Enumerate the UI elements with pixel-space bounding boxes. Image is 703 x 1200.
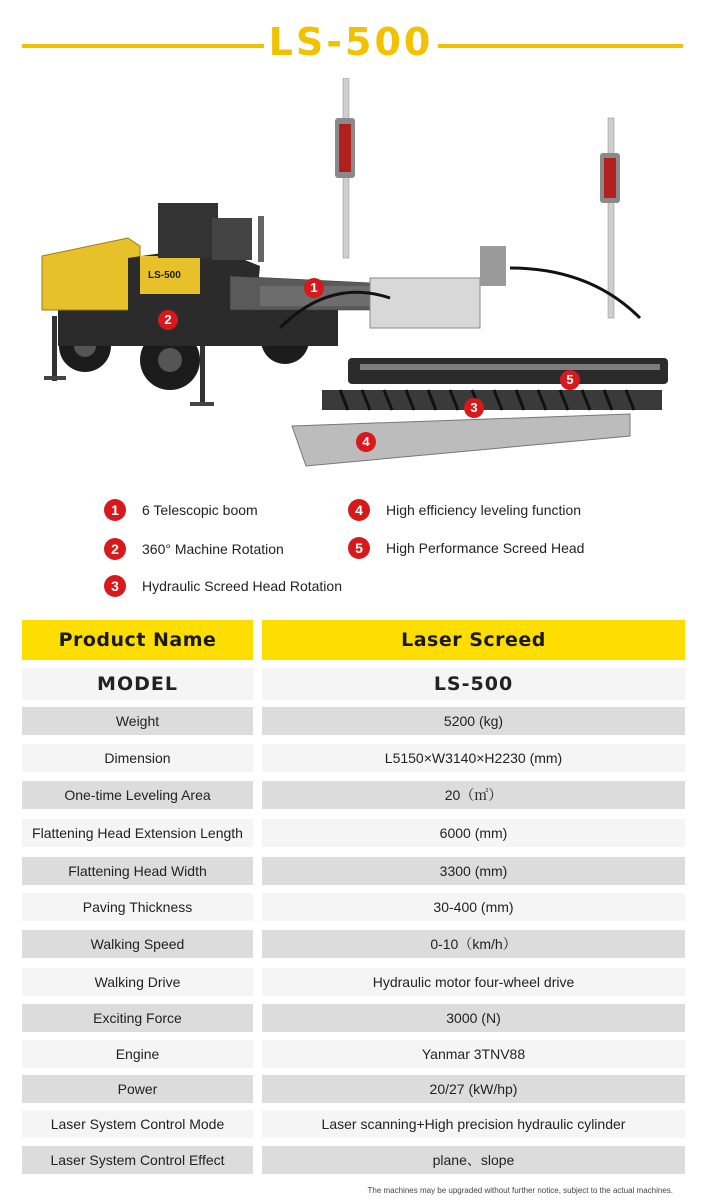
marker-1: 1 (304, 278, 324, 298)
marker-2: 2 (158, 310, 178, 330)
feature-label-2: 360° Machine Rotation (142, 541, 284, 557)
feature-item-2 (104, 537, 284, 561)
footnote: The machines may be upgraded without further notice, subject to the actual machines. (367, 1186, 673, 1195)
feature-item-1 (104, 498, 258, 522)
spec-value: 3300 (mm) (262, 857, 685, 885)
spec-label: Laser System Control Effect (22, 1146, 253, 1174)
svg-text:LS-500: LS-500 (148, 270, 181, 281)
title-row (0, 18, 703, 68)
spec-value: 20（㎡） (262, 781, 685, 809)
spec-value: 0-10（km/h） (262, 930, 685, 958)
title-line-right (438, 44, 683, 48)
spec-label: Flattening Head Extension Length (22, 819, 253, 847)
spec-label: Walking Speed (22, 930, 253, 958)
spec-value: Yanmar 3TNV88 (262, 1040, 685, 1068)
spec-label: Flattening Head Width (22, 857, 253, 885)
feature-number-5: 5 (348, 537, 370, 559)
spec-value: 5200 (kg) (262, 707, 685, 735)
feature-legend (0, 496, 703, 606)
spec-value: Laser scanning+High precision hydraulic cylinder (262, 1110, 685, 1138)
spec-value: L5150×W3140×H2230 (mm) (262, 744, 685, 772)
spec-label: Engine (22, 1040, 253, 1068)
spec-label: Weight (22, 707, 253, 735)
spec-value: 20/27 (kW/hp) (262, 1075, 685, 1103)
feature-label-1: 6 Telescopic boom (142, 502, 258, 518)
feature-label-3: Hydraulic Screed Head Rotation (142, 578, 342, 594)
title-line-left (22, 44, 264, 48)
spec-label: One-time Leveling Area (22, 781, 253, 809)
machine-illustration (30, 78, 680, 478)
laser-screed-machine-icon (30, 78, 680, 478)
spec-label: Paving Thickness (22, 893, 253, 921)
header-product-name: Product Name (22, 620, 253, 660)
spec-value: 6000 (mm) (262, 819, 685, 847)
feature-number-4: 4 (348, 499, 370, 521)
header-product-value: Laser Screed (262, 620, 685, 660)
feature-number-2: 2 (104, 538, 126, 560)
feature-item-3 (104, 574, 342, 598)
spec-label: Exciting Force (22, 1004, 253, 1032)
spec-label: Laser System Control Mode (22, 1110, 253, 1138)
feature-item-4 (348, 498, 581, 522)
feature-item-5 (348, 536, 584, 560)
feature-label-4: High efficiency leveling function (386, 502, 582, 518)
spec-value: plane、slope (262, 1146, 685, 1174)
marker-3: 3 (464, 398, 484, 418)
feature-number-1: 1 (104, 499, 126, 521)
page-title: LS-500 (268, 20, 434, 64)
model-value: LS-500 (262, 668, 685, 700)
feature-number-3: 3 (104, 575, 126, 597)
spec-label: Power (22, 1075, 253, 1103)
model-label: MODEL (22, 668, 253, 700)
spec-value: Hydraulic motor four-wheel drive (262, 968, 685, 996)
spec-value: 3000 (N) (262, 1004, 685, 1032)
spec-value: 30-400 (mm) (262, 893, 685, 921)
marker-4: 4 (356, 432, 376, 452)
marker-5: 5 (560, 370, 580, 390)
spec-label: Walking Drive (22, 968, 253, 996)
spec-label: Dimension (22, 744, 253, 772)
feature-label-5: High Performance Screed Head (386, 540, 585, 556)
